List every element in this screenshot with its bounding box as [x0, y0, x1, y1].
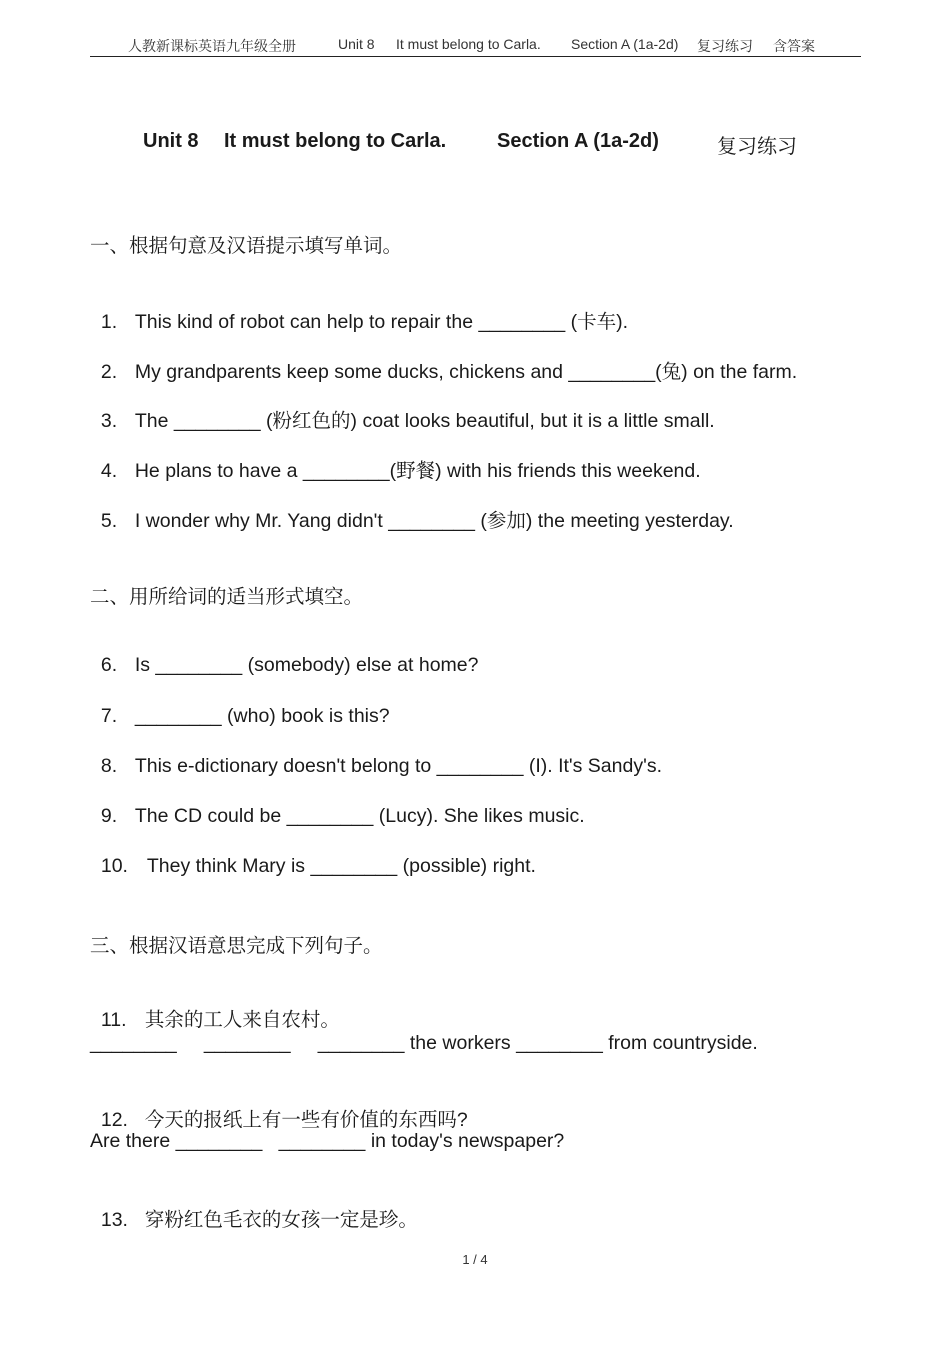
question-text: My grandparents keep some ducks, chickens and ________(兔) on the farm.	[134, 361, 798, 383]
question-number: 2.	[100, 361, 118, 383]
section-heading: 二、用所给词的适当形式填空。	[90, 586, 364, 608]
title-section: Section A (1a-2d)	[497, 130, 659, 152]
page-number: 1 / 4	[462, 1252, 488, 1267]
question-item	[90, 732, 662, 778]
question-item	[90, 782, 585, 828]
question-text: Is ________ (somebody) else at home?	[134, 654, 479, 676]
question-text: This kind of robot can help to repair the ________ (卡车).	[134, 311, 629, 333]
question-number: 13.	[100, 1209, 128, 1231]
answer-line: Are there ________ ________ in today's newspaper?	[90, 1130, 565, 1152]
question-item	[90, 682, 390, 728]
question-number: 1.	[100, 311, 118, 333]
question-number: 10.	[100, 855, 128, 877]
question-number: 6.	[100, 654, 118, 676]
question-number: 11.	[100, 1009, 127, 1031]
header-type: 复习练习	[697, 38, 753, 54]
question-item	[90, 1181, 418, 1232]
question-number: 3.	[100, 410, 118, 432]
question-item	[90, 333, 797, 384]
question-item	[90, 482, 734, 533]
question-number: 12.	[100, 1109, 128, 1131]
question-number: 4.	[100, 460, 118, 482]
question-text: He plans to have a ________(野餐) with his friends this weekend.	[134, 460, 701, 482]
question-text: The ________ (粉红色的) coat looks beautiful, but it is a little small.	[134, 410, 715, 432]
section-heading: 一、根据句意及汉语提示填写单词。	[90, 235, 403, 257]
title-unit: Unit 8	[143, 130, 199, 152]
header-lesson: It must belong to Carla.	[396, 36, 541, 52]
question-item	[90, 382, 715, 433]
question-item	[90, 432, 701, 483]
header-book: 人教新课标英语九年级全册	[128, 38, 296, 54]
question-text: The CD could be ________ (Lucy). She likes music.	[134, 805, 585, 827]
question-number: 7.	[100, 705, 118, 727]
answer-line: ________ ________ ________ the workers ________ from countryside.	[90, 1032, 758, 1054]
question-item	[90, 283, 628, 334]
question-text: 其余的工人来自农村。	[144, 1009, 340, 1031]
question-number: 5.	[100, 510, 118, 532]
question-text: They think Mary is ________ (possible) right.	[146, 855, 536, 877]
question-item	[90, 832, 536, 878]
question-text: ________ (who) book is this?	[134, 705, 390, 727]
question-text: This e-dictionary doesn't belong to ________ (I). It's Sandy's.	[134, 755, 662, 777]
question-text: 今天的报纸上有一些有价值的东西吗?	[144, 1109, 468, 1131]
question-number: 9.	[100, 805, 118, 827]
question-item	[90, 631, 478, 677]
question-item	[90, 1081, 468, 1132]
header-unit: Unit 8	[338, 36, 375, 52]
question-text: I wonder why Mr. Yang didn't ________ (参加) the meeting yesterday.	[134, 510, 734, 532]
section-heading: 三、根据汉语意思完成下列句子。	[90, 935, 383, 957]
page-header	[90, 34, 861, 57]
title-lesson: It must belong to Carla.	[224, 130, 447, 152]
question-text: 穿粉红色毛衣的女孩一定是珍。	[144, 1209, 418, 1231]
title-type: 复习练习	[717, 136, 797, 158]
question-number: 8.	[100, 755, 118, 777]
header-section: Section A (1a-2d)	[571, 36, 679, 52]
header-note: 含答案	[773, 38, 815, 54]
question-item	[90, 981, 340, 1032]
